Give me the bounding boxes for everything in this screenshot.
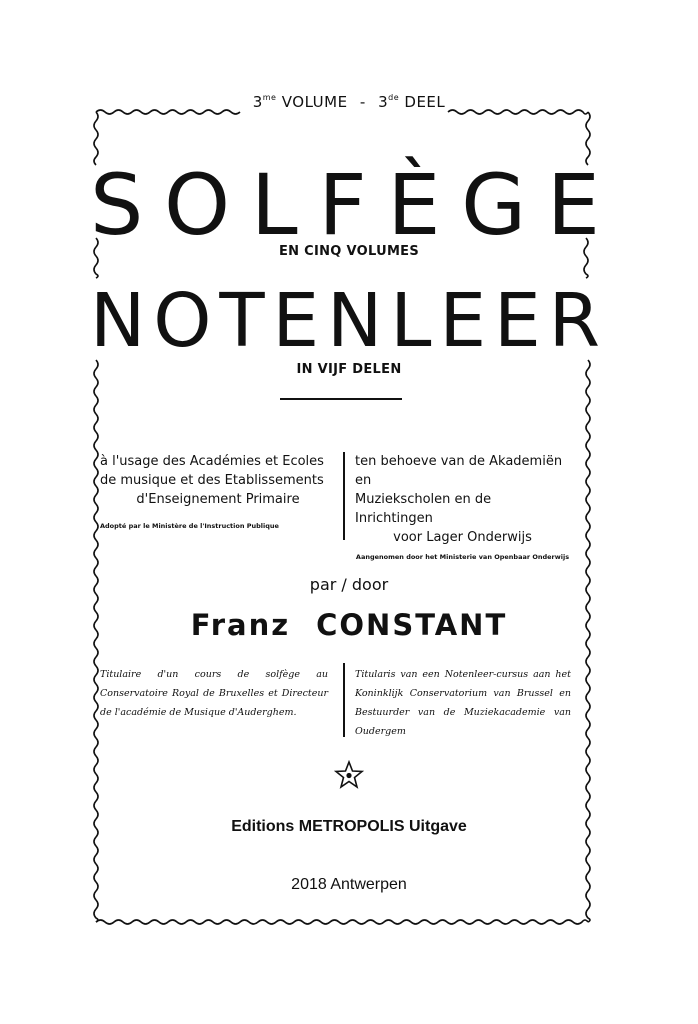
title-letter: O <box>164 156 231 254</box>
volume-fr-ordinal: me <box>262 93 277 102</box>
title-letter: N <box>90 278 146 364</box>
adopted-fr: Adopté par le Ministère de l'Instruction Publique <box>100 522 279 530</box>
usage-nl-line: Muziekscholen en de Inrichtingen <box>355 492 492 526</box>
author-bio-fr: Titulaire d'un cours de solfège au Conservatoire Royal de Bruxelles et Directeur de l'académie de Musique d'Auderghem. <box>100 669 328 718</box>
title-letter: O <box>153 278 212 364</box>
publisher-editions: Editions METROPOLIS Uitgave <box>231 818 467 835</box>
usage-fr-line: d'Enseignement Primaire <box>136 492 300 507</box>
usage-nl-line: voor Lager Onderwijs <box>393 530 532 545</box>
adopted-nl: Aangenomen door het Ministerie van Openbaar Onderwijs <box>355 553 570 561</box>
author-bio-nl: Titularis van een Notenleer-cursus aan het Koninklijk Conservatorium van Brussel en Bestuurder van de Muziekacademie van Oudergem <box>355 669 571 737</box>
volume-nl-ordinal: de <box>388 93 400 102</box>
publisher-city: 2018 Antwerpen <box>291 876 407 893</box>
frame-wave-segment <box>96 920 588 924</box>
title-letter: R <box>548 278 600 364</box>
divider-rule <box>280 398 402 400</box>
title-letter: L <box>250 156 298 254</box>
par-door-label: par / door <box>309 575 389 594</box>
title-letter: G <box>461 156 527 254</box>
column-divider <box>343 452 345 540</box>
author-first-name: Franz <box>190 608 291 642</box>
volume-nl-label: DEEL <box>404 93 446 111</box>
usage-fr <box>100 452 336 531</box>
title-notenleer <box>90 280 600 362</box>
title-letter: F <box>318 156 367 254</box>
title-letter: E <box>272 278 320 364</box>
title-letter: È <box>387 156 441 254</box>
title-letter: E <box>493 278 541 364</box>
usage-fr-line: de musique et des Etablissements <box>100 473 324 488</box>
volume-fr-label: VOLUME <box>281 93 348 111</box>
bio-column-divider <box>343 663 345 737</box>
usage-nl-line: ten behoeve van de Akademiën en <box>355 454 563 488</box>
author-last-name: CONSTANT <box>316 608 508 642</box>
subtitle-nl: IN VIJF DELEN <box>296 362 402 377</box>
star-ornament-icon <box>334 760 364 790</box>
title-letter: N <box>327 278 383 364</box>
subtitle-fr: EN CINQ VOLUMES <box>278 244 420 259</box>
volume-fr-number: 3 <box>252 93 263 111</box>
usage-fr-line: à l'usage des Académies et Ecoles <box>100 454 324 469</box>
volume-header <box>0 93 698 111</box>
volume-separator: - <box>359 93 366 111</box>
title-letter: E <box>546 156 600 254</box>
title-letter: E <box>439 278 487 364</box>
author-name <box>0 608 698 642</box>
title-letter: S <box>90 156 144 254</box>
usage-nl <box>355 452 570 562</box>
title-letter: L <box>390 278 432 364</box>
title-letter: T <box>219 278 265 364</box>
volume-nl-number: 3 <box>378 93 389 111</box>
